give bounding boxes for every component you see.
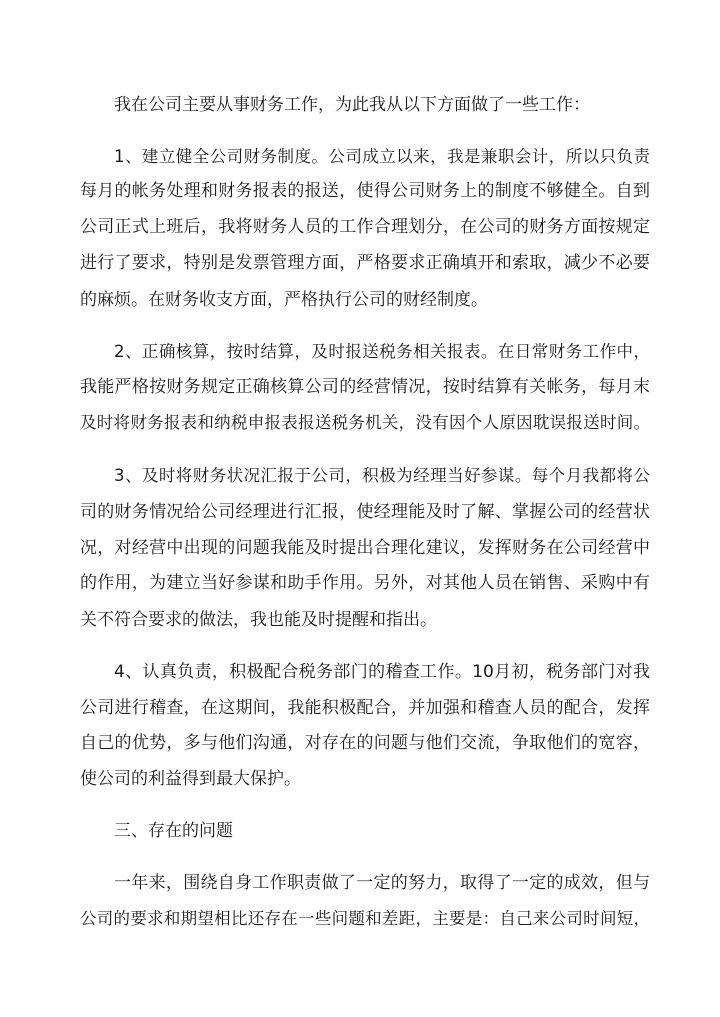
paragraph-2-line: 我能严格按财务规定正确核算公司的经营情况，按时结算有关帐务，每月末 (80, 377, 650, 397)
paragraph-4-line: 公司进行稽查，在这期间，我能积极配合，并加强和稽查人员的配合，发挥 (80, 698, 650, 718)
paragraph-1-line: 的麻烦。在财务收支方面，严格执行公司的财经制度。 (80, 290, 488, 310)
paragraph-3-line: 况，对经营中出现的问题我能及时提出合理化建议，发挥财务在公司经营中 (80, 538, 650, 558)
paragraph-3-line: 的作用，为建立当好参谋和助手作用。另外，对其他人员在销售、采购中有 (80, 573, 650, 593)
paragraph-5-line: 一年来，围绕自身工作职责做了一定的努力，取得了一定的成效，但与 (114, 873, 650, 893)
paragraph-1-line: 每月的帐务处理和财务报表的报送，使得公司财务上的制度不够健全。自到 (80, 181, 650, 201)
paragraph-1-line: 进行了要求，特别是发票管理方面，严格要求正确填开和索取，减少不必要 (80, 253, 650, 273)
paragraph-2-line: 及时将财务报表和纳税申报表报送税务机关，没有因个人原因耽误报送时间。 (80, 413, 650, 432)
paragraph-4-line: 使公司的利益得到最大保护。 (80, 769, 301, 789)
paragraph-5-line: 公司的要求和期望相比还存在一些问题和差距，主要是：自己来公司时间短， (80, 909, 650, 928)
paragraph-2-line: 2、正确核算，按时结算，及时报送税务相关报表。在日常财务工作中， (114, 342, 650, 361)
paragraph-1-line: 1、建立健全公司财务制度。公司成立以来，我是兼职会计，所以只负责 (114, 147, 650, 166)
paragraph-1-line: 公司正式上班后，我将财务人员的工作合理划分，在公司的财务方面按规定 (80, 217, 650, 237)
paragraph-3-line: 3、及时将财务状况汇报于公司，积极为经理当好参谋。每个月我都将公 (114, 466, 650, 485)
paragraph-intro-line: 我在公司主要从事财务工作，为此我从以下方面做了一些工作： (114, 95, 590, 115)
paragraph-3-line: 司的财务情况给公司经理进行汇报，使经理能及时了解、掌握公司的经营状 (80, 502, 650, 522)
paragraph-4-line: 自己的优势，多与他们沟通，对存在的问题与他们交流，争取他们的宽容， (80, 733, 650, 753)
section-heading: 三、存在的问题 (114, 821, 233, 841)
paragraph-3-line: 关不符合要求的做法，我也能及时提醒和指出。 (80, 610, 437, 630)
paragraph-4-line: 4、认真负责，积极配合税务部门的稽查工作。10月初，税务部门对我 (114, 662, 650, 682)
